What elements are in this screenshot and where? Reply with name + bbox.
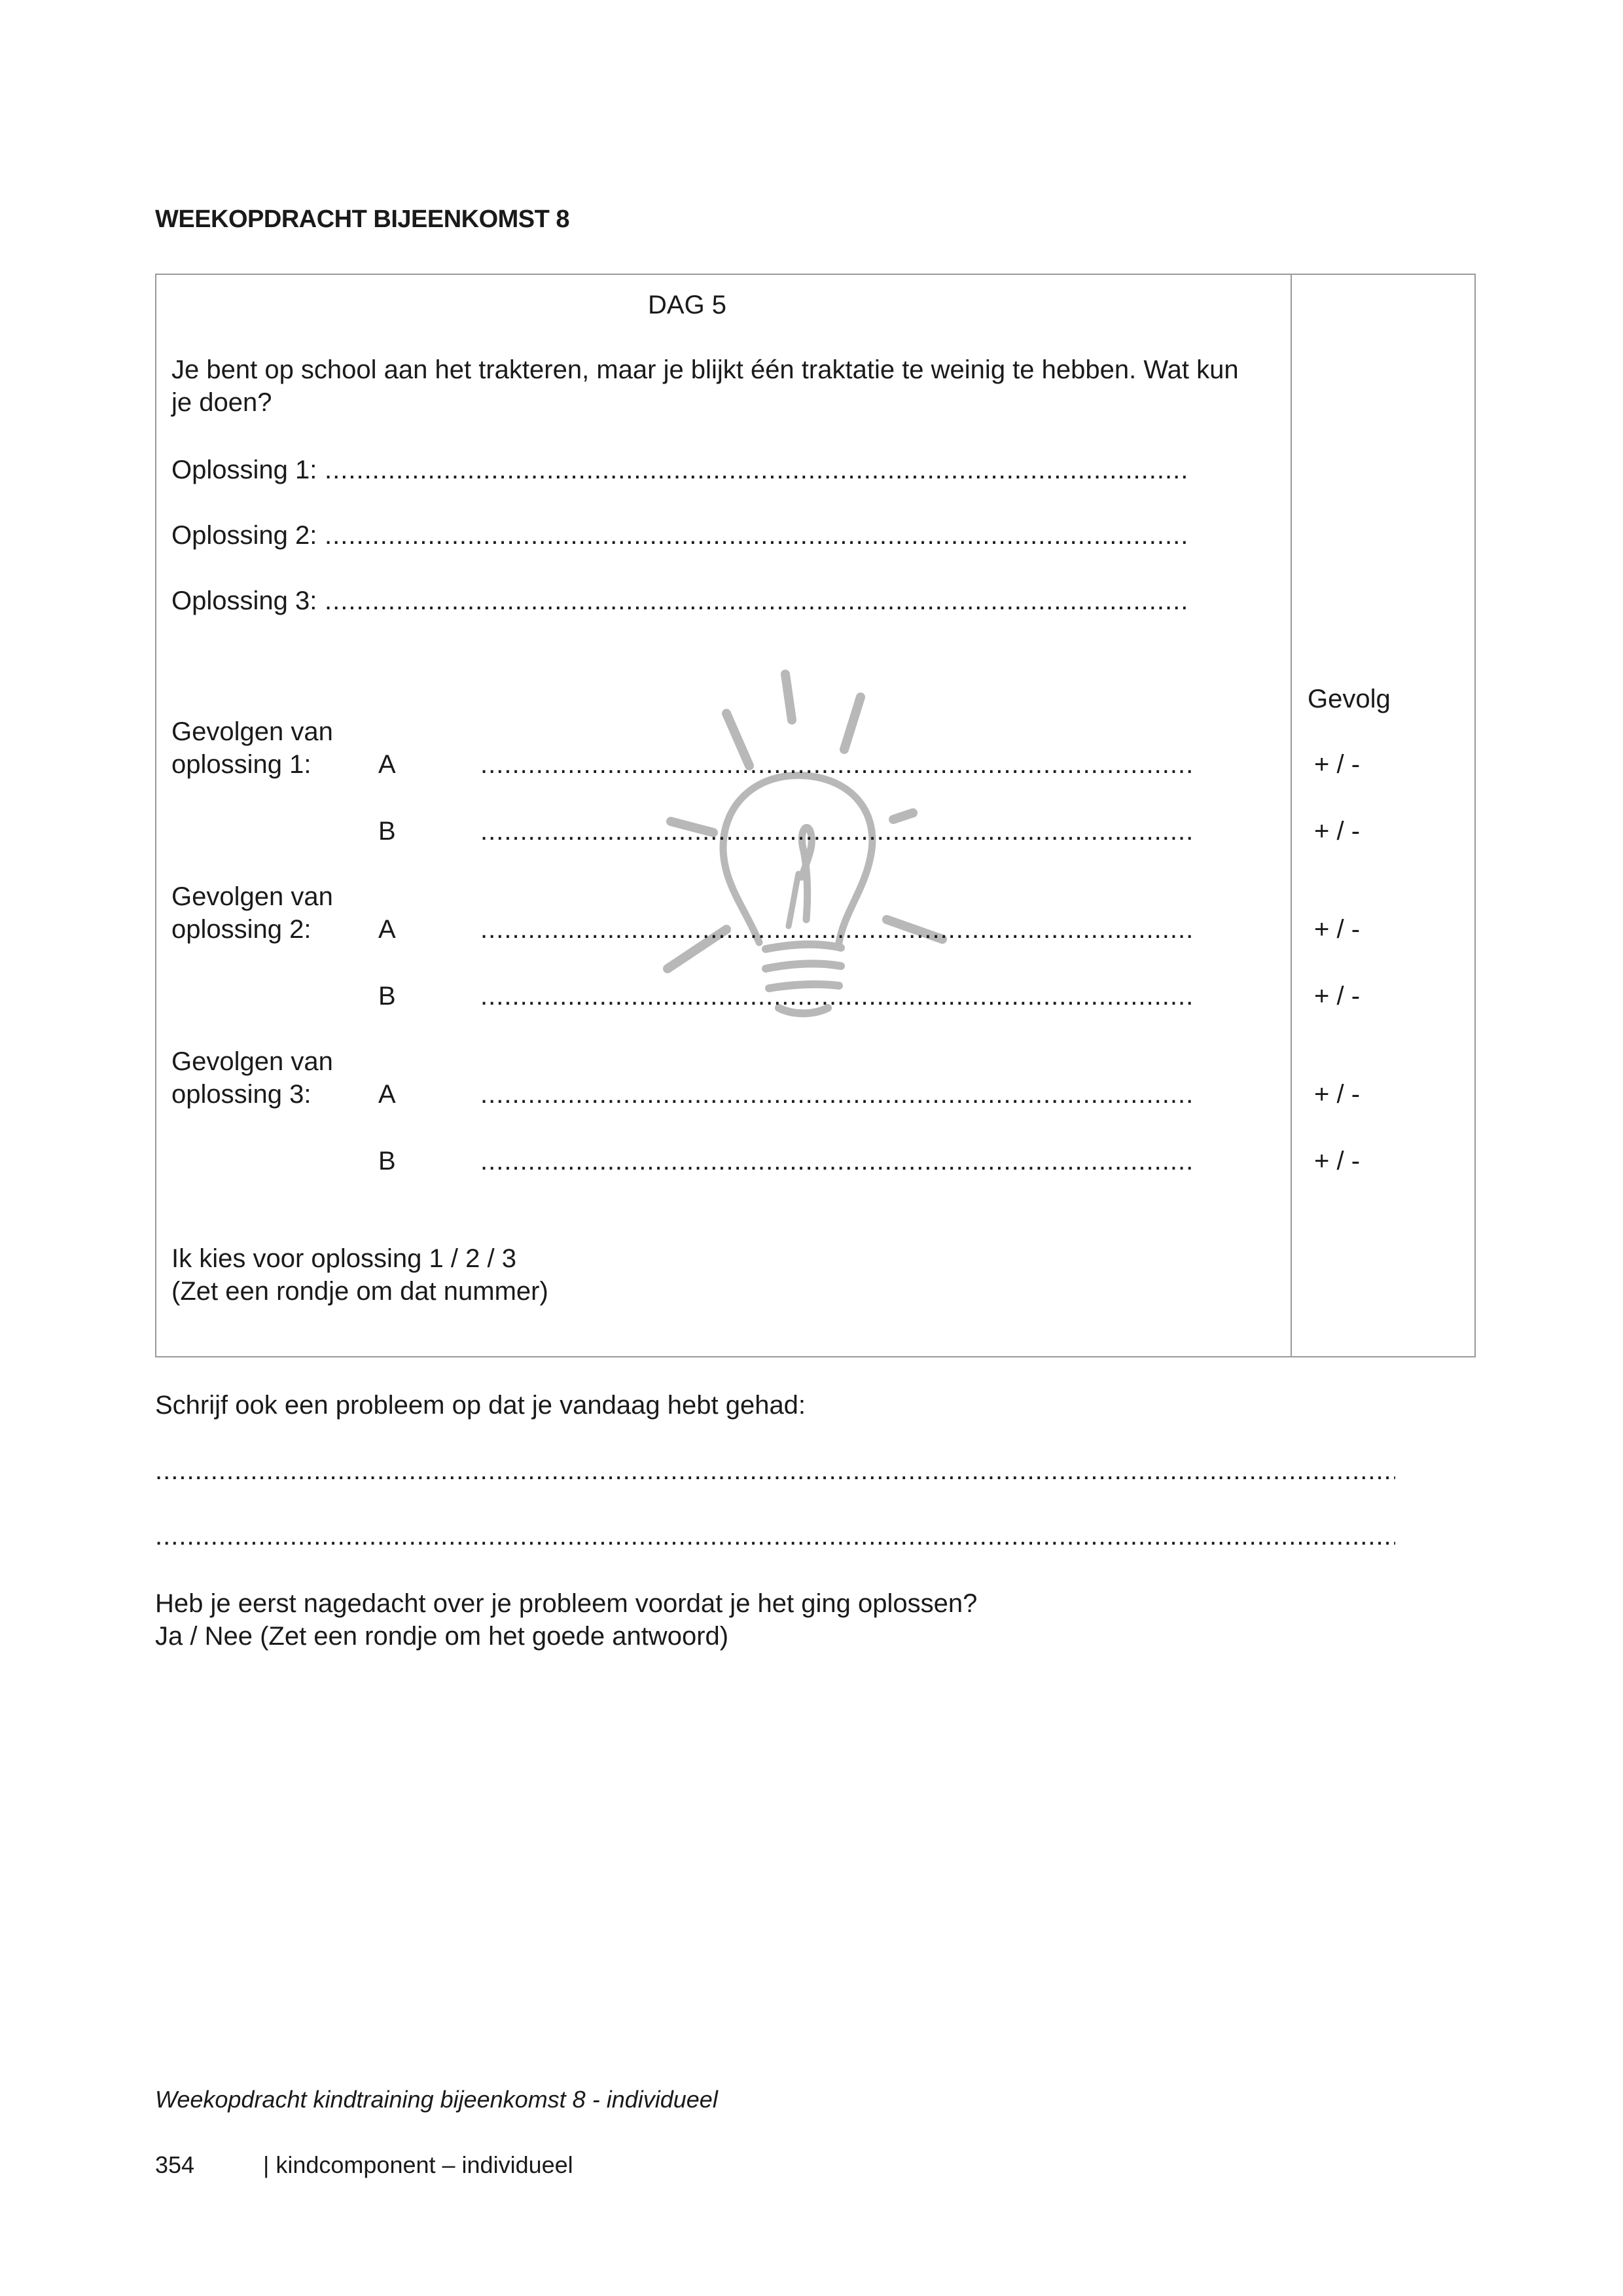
question-line-2: je doen? bbox=[171, 388, 272, 417]
solution-answer-line-1[interactable] bbox=[325, 454, 1191, 486]
consequence-2-b-line[interactable] bbox=[480, 980, 1191, 1013]
consequence-label-2-line-1: Gevolgen van bbox=[171, 882, 333, 911]
solution-label-3: Oplossing 3: bbox=[171, 586, 317, 615]
choice-line-2: (Zet een rondje om dat nummer) bbox=[171, 1277, 548, 1306]
solution-label-2: Oplossing 2: bbox=[171, 521, 317, 550]
choice-line-1[interactable]: Ik kies voor oplossing 1 / 2 / 3 bbox=[171, 1244, 516, 1273]
consequence-2-b-mark[interactable]: + / - bbox=[1314, 982, 1361, 1011]
consequence-2-a-mark[interactable]: + / - bbox=[1314, 915, 1361, 944]
reflection-answer-options[interactable]: Ja / Nee (Zet een rondje om het goede antwoord) bbox=[155, 1622, 729, 1651]
consequence-1-b-letter: B bbox=[378, 817, 396, 846]
consequence-3-b-line[interactable] bbox=[480, 1145, 1191, 1177]
consequence-2-a-letter: A bbox=[378, 915, 396, 944]
consequence-1-b-line[interactable] bbox=[480, 815, 1191, 848]
page-number: 354 bbox=[155, 2151, 195, 2178]
consequence-2-a-line[interactable] bbox=[480, 913, 1191, 946]
solution-label-1: Oplossing 1: bbox=[171, 456, 317, 484]
consequence-label-1-line-1: Gevolgen van bbox=[171, 717, 333, 746]
consequence-1-a-line[interactable] bbox=[480, 748, 1191, 781]
consequence-3-a-line[interactable] bbox=[480, 1078, 1191, 1111]
consequence-1-a-mark[interactable]: + / - bbox=[1314, 750, 1361, 779]
consequence-column-header: Gevolg bbox=[1308, 685, 1391, 713]
question-line-1: Je bent op school aan het trakteren, maar je blijkt één traktatie te weinig te hebben. Wat kun bbox=[171, 355, 1239, 384]
table-column-divider bbox=[1291, 274, 1292, 1357]
solution-answer-line-3[interactable] bbox=[325, 584, 1191, 617]
consequence-label-3-line-2: oplossing 3: bbox=[171, 1080, 312, 1109]
consequence-2-b-letter: B bbox=[378, 982, 396, 1011]
consequence-3-b-letter: B bbox=[378, 1147, 396, 1175]
problem-answer-line-1[interactable] bbox=[155, 1454, 1395, 1487]
consequence-label-1-line-2: oplossing 1: bbox=[171, 750, 312, 779]
page-heading: WEEKOPDRACHT BIJEENKOMST 8 bbox=[155, 206, 570, 233]
consequence-3-a-mark[interactable]: + / - bbox=[1314, 1080, 1361, 1109]
consequence-3-a-letter: A bbox=[378, 1080, 396, 1109]
problem-answer-line-2[interactable] bbox=[155, 1520, 1395, 1552]
consequence-3-b-mark[interactable]: + / - bbox=[1314, 1147, 1361, 1175]
day-title: DAG 5 bbox=[648, 291, 727, 319]
footer-title: Weekopdracht kindtraining bijeenkomst 8 - individueel bbox=[155, 2086, 718, 2113]
consequence-1-a-letter: A bbox=[378, 750, 396, 779]
consequence-label-2-line-2: oplossing 2: bbox=[171, 915, 312, 944]
consequence-label-3-line-1: Gevolgen van bbox=[171, 1047, 333, 1076]
problem-prompt: Schrijf ook een probleem op dat je vandaag hebt gehad: bbox=[155, 1391, 806, 1420]
footer-section: | kindcomponent – individueel bbox=[263, 2151, 573, 2178]
consequence-1-b-mark[interactable]: + / - bbox=[1314, 817, 1361, 846]
solution-answer-line-2[interactable] bbox=[325, 519, 1191, 552]
reflection-question: Heb je eerst nagedacht over je probleem voordat je het ging oplossen? bbox=[155, 1589, 978, 1618]
